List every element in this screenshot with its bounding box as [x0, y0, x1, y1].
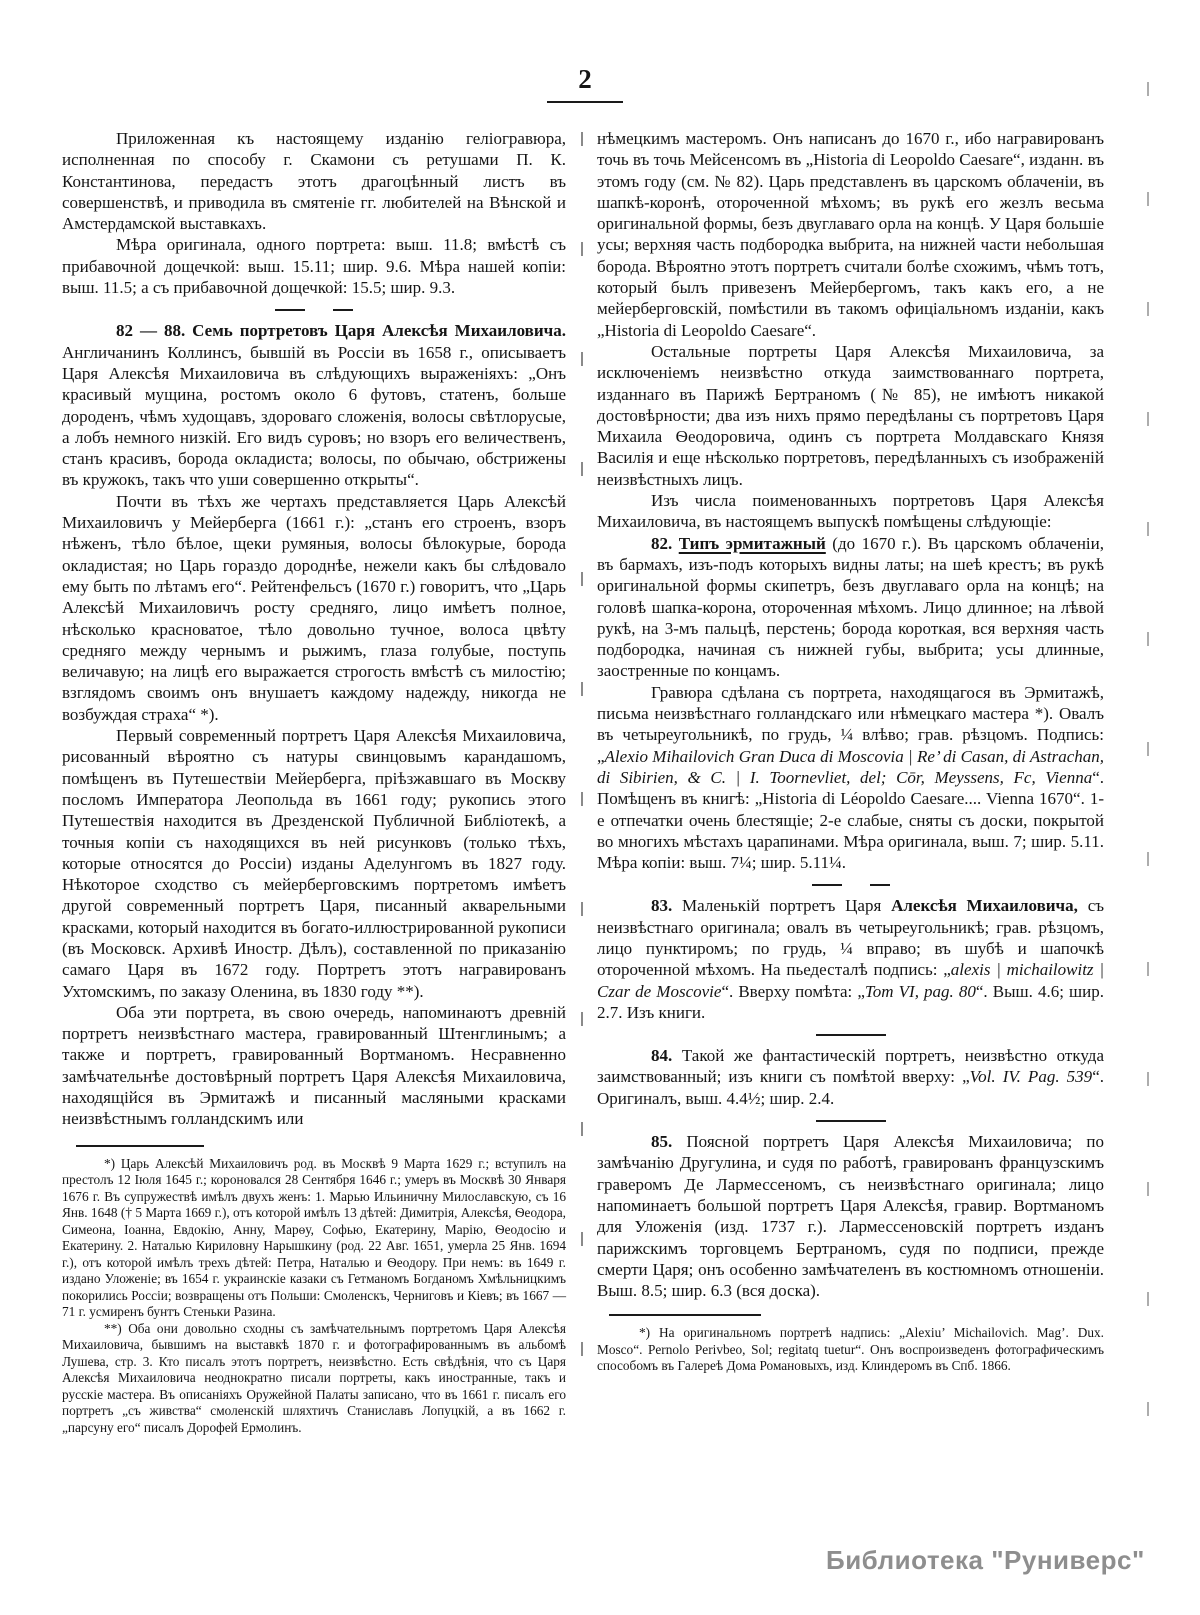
page-number: 2	[578, 64, 592, 94]
paragraph-text: Изъ числа поименованныхъ портретовъ Царя Алексѣя Михаиловича, въ настоящемъ выпускѣ помѣщены слѣдующіе:	[597, 491, 1104, 532]
paragraph-other-portraits	[597, 341, 1104, 490]
left-column	[62, 128, 566, 1436]
latin-inscription: alexis | michailowitz | Czar de Moscovie	[597, 960, 1104, 1001]
footnote-2	[62, 1321, 566, 1437]
entry-83-number: 83.	[651, 896, 683, 916]
paragraph-text: Оба эти портрета, въ свою очередь, напоминаютъ древній портретъ неизвѣстнаго мастера, гравированный Штенглинымъ; а также и портретъ, гравированный Вортманомъ. Несравненно замѣчательнѣе достовѣрный портретъ Царя Алексѣя Михаиловича, находящійся въ Эрмитажѣ и писанный масляными красками неизвѣстнымъ голландскимъ или	[62, 1002, 566, 1129]
paragraph-text: “. Выш. 4.6; шир. 2.7. Изъ книги.	[597, 981, 1104, 1022]
section-divider	[816, 1120, 886, 1122]
paragraph-text: Поясной портретъ Царя Алексѣя Михаиловича; по замѣчанію Другулина, и судя по работѣ, гравированъ французскимъ граверомъ Де Лармессеномъ, съ неизвѣстнаго оригинала; лицо напоминаетъ большой портретъ Царя Алексѣя, гравир. Вортманомъ для Уложенія (изд. 1737 г.). Лармессеновскій портретъ изданъ парижскимъ торговцемъ Бертраномъ, судя по подписи, прежде смерти Царя; онъ особенно замѣчателенъ въ костюмномъ отношеніи. Выш. 8.5; шир. 6.3 (вся доска).	[597, 1132, 1104, 1301]
paragraph-text: Мѣра оригинала, одного портрета: выш. 11.8; вмѣстѣ съ прибавочной дощечкой: выш. 15.11; шир. 9.6. Мѣра нашей копіи: выш. 11.5; а съ прибавочной дощечкой: 15.5; шир. 9.3.	[62, 235, 566, 298]
page-number-rule	[547, 101, 623, 103]
entry-82-number: 82.	[651, 533, 679, 553]
entry-85-number: 85.	[651, 1132, 687, 1152]
paragraph-meyerberg-description	[62, 491, 566, 725]
divider-dash	[275, 309, 305, 311]
footnote-rule	[609, 1314, 761, 1316]
latin-inscription: Vol. IV. Pag. 539	[969, 1067, 1093, 1087]
margin-mark-line	[1147, 82, 1149, 1474]
footnote-star	[597, 1325, 1104, 1375]
divider-dash	[333, 309, 353, 311]
paragraph-measures	[62, 234, 566, 298]
entry-82-title: Типъ эрмитажный	[678, 533, 826, 553]
paragraph-text: Почти въ тѣхъ же чертахъ представляется Царь Алексѣй Михаиловичъ у Мейерберга (1661 г.): „станъ его строенъ, взоръ нѣженъ, тѣло бѣлое, щеки румяныя, волосы бѣлокурые, борода окладистая; но Царь гораздо дороднѣе, нежели какъ бы слѣдовало ему быть по лѣтамъ его“. Рейтенфельсъ (1670 г.) говоритъ, что „Царь Алексѣй Михаиловичъ росту средняго, лицо имѣетъ полное, нѣсколько красноватое, тѣло довольно тучное, волоса цвѣту средняго между чернымъ и рыжимъ, глаза голубые, поступь величавую; на лицѣ его выражается строгость вмѣстѣ съ милостію; взглядомъ своимъ онъ внушаетъ каждому надежду, никогда не возбуждая страха“ *).	[62, 491, 566, 724]
section-divider	[816, 1034, 886, 1036]
paragraph-text: Такой же фантастическій портретъ, неизвѣстно откуда заимствованный; изъ книги съ помѣтой вверху: „	[597, 1046, 1104, 1087]
entry-82-88-heading: 82 — 88. Семь портретовъ Царя Алексѣя Михаиловича.	[116, 321, 566, 341]
paragraph-text: Англичанинъ Коллинсъ, бывшій въ Россіи въ 1658 г., описываетъ Царя Алексѣя Михаиловича въ слѣдующихъ выраженіяхъ: „Онъ красивый мущина, ростомъ около 6 футовъ, статенъ, больше дороденъ, чѣмъ худощавъ, здороваго сложенія, волосы свѣтлорусые, а лобъ немного низкій. Его видъ суровъ; но взоръ его величественъ, станъ красивъ, борода окладиста; волосы, по обычаю, обстрижены въ кружокъ, такъ что уши совершенно открыты“.	[62, 342, 566, 490]
paragraph-text: Приложенная къ настоящему изданію геліогравюра, исполненная по способу г. Скамони съ ретушами П. К. Константинова, передастъ этотъ драгоцѣнный листъ въ совершенствѣ, и приводила въ смятеніе гг. любителей на Вѣнской и Амстердамской выставкахъ.	[62, 129, 566, 234]
paragraph-text: Остальные портреты Царя Алексѣя Михаиловича, за исключеніемъ неизвѣстно откуда заимствованнаго портрета, изданнаго въ Парижѣ Бертраномъ (№ 85), не имѣютъ никакой достовѣрности; два изъ нихъ прямо передѣланы съ портретовъ Царя Михаила Ѳеодоровича, одинъ съ портрета Молдавскаго Князя Василія и еще нѣсколько портретовъ, передѣланныхъ съ изображеній неизвѣстныхъ лицъ.	[597, 341, 1104, 489]
paragraph-heliogravure	[62, 128, 566, 234]
entry-85	[597, 1131, 1104, 1301]
footnote-rule	[76, 1145, 204, 1147]
divider-dash	[870, 884, 890, 886]
column-divider-line	[581, 132, 583, 1444]
entry-84-number: 84.	[651, 1046, 682, 1066]
section-divider	[62, 309, 566, 311]
paragraph-text: “. Вверху помѣта: „	[721, 981, 865, 1001]
entry-84	[597, 1045, 1104, 1109]
paragraph-text: Маленькій портретъ Царя	[682, 896, 892, 916]
paragraph-text: съ неизвѣстнаго оригинала; овалъ въ четыреугольникѣ; грав. рѣзцомъ, лицо пунктиромъ; по грудь, ¼ вправо; въ шубѣ и шапочкѣ отороченной мѣхомъ. На пьедесталѣ подпись: „	[597, 896, 1105, 980]
latin-inscription: Tom VI, pag. 80	[864, 981, 976, 1001]
paragraph-both-portraits	[62, 1002, 566, 1130]
library-watermark: Библиотека "Руниверс"	[826, 1545, 1145, 1575]
right-column	[597, 128, 1104, 1375]
footnotes-left	[62, 1156, 566, 1437]
paragraph-text: нѣмецкимъ мастеромъ. Онъ написанъ до 1670 г., ибо награвированъ точь въ точь Мейсенсомъ въ „Historia di Leopoldo Caesare“, изданн. въ этомъ году (см. № 82). Царь представленъ въ царскомъ облаченіи, въ шапкѣ-коронѣ, отороченной мѣхомъ; въ рукѣ его жезлъ весьма оригинальной формы, безъ двуглаваго орла на концѣ. У Царя большіе усы; верхняя часть подбородка выбрита, на нижней части небольшая борода. Вѣроятно этотъ портретъ считали болѣе схожимъ, чѣмъ тотъ, который былъ привезенъ Мейербергомъ, такъ какъ его, а не мейерберговскій, помѣстили въ такомъ офиціальномъ изданіи, какъ „Historia di Leopoldo Caesare“.	[597, 129, 1104, 340]
footnote-text: *) Царь Алексѣй Михаиловичъ род. въ Москвѣ 9 Марта 1629 г.; вступилъ на престолъ 12 Іюля 1645 г.; короновался 28 Сентября 1646 г.; умеръ въ Москвѣ 30 Января 1676 г. Въ супружествѣ имѣлъ двухъ женъ: 1. Марью Ильиничну Милославскую, съ 16 Янв. 1648 († 5 Марта 1669 г.), отъ которой имѣлъ 13 дѣтей: Димитрія, Алексѣя, Ѳеодора, Симеона, Іоанна, Евдокію, Анну, Марѳу, Софью, Екатерину, Марію, Ѳеодосію и Екатерину. 2. Наталью Кириловну Нарышкину (род. 22 Авг. 1651, умерла 25 Янв. 1694 г.), отъ которой имѣлъ трехъ дѣтей: Петра, Наталью и Ѳеодору. При немъ: въ 1649 г. издано Уложеніе; въ 1654 г. украинскіе казаки съ Гетманомъ Богданомъ Хмѣльницкимъ покорились Россіи; возвращены отъ Польши: Смоленскъ, Черниговъ и Кіевъ; въ 1667 — 71 г. усмиренъ бунтъ Стеньки Разина.	[62, 1155, 566, 1320]
paragraph-text: “. Оригиналъ, выш. 4.4½; шир. 2.4.	[597, 1067, 1104, 1108]
footnote-text: **) Оба они довольно сходны съ замѣчательнымъ портретомъ Царя Алексѣя Михаиловича, бывшимъ на выставкѣ 1870 г. и фотографированнымъ въ альбомѣ Лушева, стр. 3. Кто писалъ этотъ портретъ, неизвѣстно. Есть свѣдѣнія, что съ Царя Алексѣя Михаиловича неоднократно писали портреты, какъ иностранные, такъ и русскіе мастера. Въ описаніяхъ Оружейной Палаты записано, что въ 1661 г. писалъ его портретъ „съ живства“ смоленскій шляхтичъ Станиславъ Лопуцкій, а въ 1662 г. „парсуну его“ писалъ Дорофей Ермолинъ.	[62, 1320, 566, 1435]
entry-82-88	[62, 320, 566, 490]
footnotes-right	[597, 1325, 1104, 1375]
paragraph-text: “. Помѣщенъ въ книгѣ: „Historia di Léopoldo Caesare.... Vienna 1670“. 1-е отпечатки очень блестящіе; 2-е слабые, сняты съ доски, покрытой во многихъ мѣстахъ царапинами. Мѣра оригинала, выш. 7; шир. 5.11. Мѣра копіи: выш. 7¼; шир. 5.11¼.	[597, 767, 1104, 873]
paragraph-text: (до 1670 г.). Въ царскомъ облаченіи, въ бармахъ, изъ-подъ которыхъ видны латы; на шеѣ крестъ; въ рукѣ оригинальной формы скипетръ, безъ двуглаваго орла на концѣ; на головѣ шапка-корона, отороченная мѣхомъ. Лицо длинное; на лѣвой рукѣ, на 3-мъ пальцѣ, перстень; борода короткая, вся верхняя часть подбородка, начиная съ нижней губы, выбрита; усы длинные, заостренные по концамъ.	[597, 533, 1104, 681]
entry-83	[597, 895, 1104, 1023]
section-divider	[597, 884, 1104, 886]
paragraph-text: Первый современный портретъ Царя Алексѣя Михаиловича, рисованный вѣроятно съ натуры свинцовымъ карандашомъ, помѣщенъ въ Путешествіи Мейерберга, пріѣзжавшаго въ Москву посломъ Императора Леопольда въ 1661 году; рукопись этого Путешествія находится въ Дрезденской Публичной Библіотекѣ, а точныя копіи съ находящихся въ ней рисунковъ (только тѣхъ, которые относятся до Россіи) изданы Аделунгомъ въ 1827 году. Нѣкоторое сходство съ мейерберговскимъ портретомъ имѣетъ другой современный портретъ Царя, писанный акварельными красками, который находится въ богато-иллюстрированной рукописи (въ Московск. Архивѣ Иностр. Дѣлъ), составленной по приказанію самаго Царя въ 1672 году. Портретъ этотъ награвированъ Ухтомскимъ, по заказу Оленина, въ 1830 году **).	[62, 726, 566, 1001]
paragraph-text: Гравюра сдѣлана съ портрета, находящагося въ Эрмитажѣ, письма неизвѣстнаго голландскаго или нѣмецкаго мастера *). Овалъ въ четыреугольникѣ, по грудь, ¼ влѣво; грав. рѣзцомъ. Подпись: „	[597, 682, 1104, 766]
paragraph-first-portrait	[62, 725, 566, 1002]
entry-83-name: Алексѣя Михаиловича,	[891, 896, 1078, 916]
footnote-text: *) На оригинальномъ портретѣ надпись: „Alexiu’ Michailovich. Mag’. Dux. Mosco“. Pernolo Perivbeo, Sol; regitatq tuetur“. Онъ воспроизведенъ фотографическимъ способомъ въ Галереѣ Дома Романовыхъ, изд. Клиндеромъ въ Спб. 1866.	[597, 1325, 1104, 1374]
entry-82-engraving	[597, 682, 1104, 874]
entry-82	[597, 533, 1104, 682]
divider-dash	[812, 884, 842, 886]
latin-inscription: Alexio Mihailovich Gran Duca di Moscovia | Re’ di Casan, di Astrachan, di Sibirien, & C. | I. Toornevliet, del; Cōr, Meyssens, Fc, Vienna	[597, 746, 1104, 787]
paragraph-continuation	[597, 128, 1104, 341]
paragraph-listed-portraits	[597, 490, 1104, 533]
footnote-1	[62, 1156, 566, 1321]
